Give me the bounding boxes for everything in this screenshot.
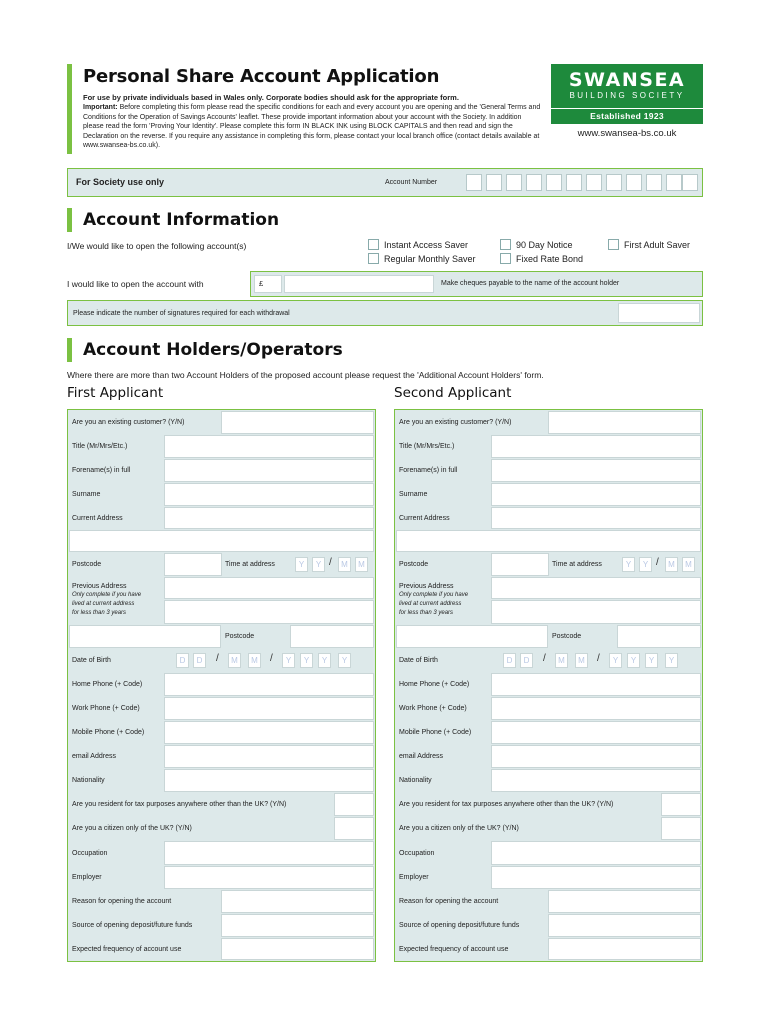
forename-input[interactable] xyxy=(164,459,374,482)
frequency-label: Expected frequency of account use xyxy=(399,946,509,953)
previous-address-input-3[interactable] xyxy=(69,625,221,648)
nationality-input[interactable] xyxy=(164,769,374,792)
forename-input[interactable] xyxy=(491,459,701,482)
society-use-label: For Society use only xyxy=(76,177,165,187)
first-applicant-heading: First Applicant xyxy=(67,385,164,401)
previous-address-note: Only complete if you have xyxy=(399,592,469,598)
reason-label: Reason for opening the account xyxy=(72,898,172,905)
title-label: Title (Mr/Mrs/Etc.) xyxy=(72,443,128,450)
website-link[interactable]: www.swansea-bs.co.uk xyxy=(577,128,677,139)
home-phone-input[interactable] xyxy=(491,673,701,696)
page-title: Personal Share Account Application xyxy=(83,66,440,87)
existing-label: Are you an existing customer? (Y/N) xyxy=(399,419,512,426)
nationality-label: Nationality xyxy=(72,777,105,784)
mobile-phone-input[interactable] xyxy=(164,721,374,744)
holders-note: Where there are more than two Account Holders of the proposed account please request the 'Additional Account Holders' form. xyxy=(67,370,544,380)
holders-title: Account Holders/Operators xyxy=(83,340,343,360)
years-digit[interactable]: Y xyxy=(639,557,652,572)
employer-input[interactable] xyxy=(491,866,701,889)
occupation-input[interactable] xyxy=(164,841,374,865)
occupation-label: Occupation xyxy=(399,850,435,857)
reason-input[interactable] xyxy=(548,890,701,913)
dob-day-digit[interactable]: D xyxy=(193,653,206,668)
nationality-input[interactable] xyxy=(491,769,701,792)
previous-address-input-3[interactable] xyxy=(396,625,548,648)
surname-input[interactable] xyxy=(164,483,374,506)
postcode-input[interactable] xyxy=(164,553,222,576)
citizen-input[interactable] xyxy=(661,817,701,840)
title-input[interactable] xyxy=(164,435,374,458)
account-number-digit[interactable] xyxy=(666,174,682,191)
source-input[interactable] xyxy=(548,914,701,937)
account-number-digit[interactable] xyxy=(466,174,482,191)
citizen-label: Are you a citizen only of the UK? (Y/N) xyxy=(399,825,519,832)
current-address-input[interactable] xyxy=(164,507,374,529)
ninety-day-label: 90 Day Notice xyxy=(516,240,573,250)
work-phone-input[interactable] xyxy=(164,697,374,720)
previous-address-label: Previous Address xyxy=(399,583,454,590)
previous-address-label: Previous Address xyxy=(72,583,127,590)
account-number-digit[interactable] xyxy=(546,174,562,191)
previous-address-input-2[interactable] xyxy=(164,600,374,624)
time-separator: / xyxy=(329,557,332,568)
previous-address-input[interactable] xyxy=(164,577,374,599)
time-at-address-label: Time at address xyxy=(552,561,602,568)
logo-established: Established 1923 xyxy=(551,108,703,124)
months-digit[interactable]: M xyxy=(338,557,351,572)
email-label: email Address xyxy=(72,753,116,760)
dob-year-digit[interactable]: Y xyxy=(300,653,313,668)
dob-separator: / xyxy=(270,653,273,664)
intro-subtitle: For use by private individuals based in Wales only. Corporate bodies should ask for the appropriate form. xyxy=(83,93,459,102)
first-applicant-form xyxy=(67,409,376,962)
employer-label: Employer xyxy=(399,874,429,881)
account-number-digit[interactable] xyxy=(486,174,502,191)
swansea-logo xyxy=(551,64,703,124)
prev-postcode-input[interactable] xyxy=(290,625,374,648)
months-digit[interactable]: M xyxy=(355,557,368,572)
existing-input[interactable] xyxy=(221,411,374,434)
society-use-box xyxy=(67,168,703,197)
title-input[interactable] xyxy=(491,435,701,458)
regular-monthly-label: Regular Monthly Saver xyxy=(384,254,476,264)
account-number-digit[interactable] xyxy=(566,174,582,191)
account-number-digit[interactable] xyxy=(682,174,698,191)
forename-label: Forename(s) in full xyxy=(399,467,458,474)
dob-label: Date of Birth xyxy=(399,657,438,664)
prev-postcode-input[interactable] xyxy=(617,625,701,648)
email-label: email Address xyxy=(399,753,443,760)
account-info-title: Account Information xyxy=(83,210,280,230)
frequency-input[interactable] xyxy=(548,938,701,960)
current-address-input-2[interactable] xyxy=(69,530,374,552)
previous-address-note: Only complete if you have xyxy=(72,592,142,598)
existing-label: Are you an existing customer? (Y/N) xyxy=(72,419,185,426)
important-label: Important: xyxy=(83,104,118,112)
postcode-label: Postcode xyxy=(399,561,429,568)
first-adult-label: First Adult Saver xyxy=(624,240,691,250)
cheques-label: Make cheques payable to the name of the account holder xyxy=(441,280,620,287)
current-address-label: Current Address xyxy=(399,515,450,522)
dob-day-digit[interactable]: D xyxy=(520,653,533,668)
email-input[interactable] xyxy=(491,745,701,768)
dob-year-digit[interactable]: Y xyxy=(318,653,331,668)
account-prompt: I/We would like to open the following account(s) xyxy=(67,241,247,251)
source-label: Source of opening deposit/future funds xyxy=(399,922,520,929)
years-digit[interactable]: Y xyxy=(622,557,635,572)
work-phone-label: Work Phone (+ Code) xyxy=(72,705,140,712)
currency-symbol: £ xyxy=(259,279,264,288)
logo-subname: BUILDING SOCIETY xyxy=(569,91,685,100)
dob-month-digit[interactable]: M xyxy=(555,653,568,668)
dob-month-digit[interactable]: M xyxy=(248,653,261,668)
fixed-rate-label: Fixed Rate Bond xyxy=(516,254,584,264)
previous-address-note: for less than 3 years xyxy=(399,610,454,616)
previous-address-note: for less than 3 years xyxy=(72,610,127,616)
citizen-label: Are you a citizen only of the UK? (Y/N) xyxy=(72,825,192,832)
tax-resident-label: Are you resident for tax purposes anywhere other than the UK? (Y/N) xyxy=(72,801,287,808)
reason-label: Reason for opening the account xyxy=(399,898,499,905)
months-digit[interactable]: M xyxy=(682,557,695,572)
account-number-digit[interactable] xyxy=(606,174,622,191)
important-text: Before completing this form please read the specific conditions for each and every account you are opening and the 'General Terms and Conditions for the Operation of Savings Accounts' leaflet. These provide important information about your account with the Society. In addition please read the form 'Proving Your Identity'. Please complete this form IN BLACK INK using BLOCK CAPITALS and then read and sign the Declaration on the reverse. If you require any assistance in completing this form, please contact your local branch office (contact details available at www.swansea-bs.co.uk). xyxy=(83,104,541,150)
signatures-input[interactable] xyxy=(618,303,700,323)
years-digit[interactable]: Y xyxy=(295,557,308,572)
dob-month-digit[interactable]: M xyxy=(228,653,241,668)
citizen-input[interactable] xyxy=(334,817,374,840)
source-input[interactable] xyxy=(221,914,374,937)
previous-address-input[interactable] xyxy=(491,577,701,599)
postcode-input[interactable] xyxy=(491,553,549,576)
fixed-rate-checkbox[interactable] xyxy=(500,253,511,264)
tax-resident-input[interactable] xyxy=(661,793,701,816)
months-digit[interactable]: M xyxy=(665,557,678,572)
occupation-label: Occupation xyxy=(72,850,108,857)
open-with-label: I would like to open the account with xyxy=(67,279,204,289)
frequency-input[interactable] xyxy=(221,938,374,960)
account-number-digit[interactable] xyxy=(526,174,542,191)
source-label: Source of opening deposit/future funds xyxy=(72,922,193,929)
surname-label: Surname xyxy=(399,491,428,498)
time-separator: / xyxy=(656,557,659,568)
previous-address-note: lived at current address xyxy=(399,601,462,607)
dob-year-digit[interactable]: Y xyxy=(609,653,622,668)
mobile-phone-label: Mobile Phone (+ Code) xyxy=(399,729,472,736)
dob-year-digit[interactable]: Y xyxy=(338,653,351,668)
forename-label: Forename(s) in full xyxy=(72,467,131,474)
dob-month-digit[interactable]: M xyxy=(575,653,588,668)
work-phone-input[interactable] xyxy=(491,697,701,720)
current-address-label: Current Address xyxy=(72,515,123,522)
account-number-digit[interactable] xyxy=(586,174,602,191)
nationality-label: Nationality xyxy=(399,777,432,784)
currency-cell xyxy=(254,275,282,293)
surname-label: Surname xyxy=(72,491,101,498)
existing-input[interactable] xyxy=(548,411,701,434)
work-phone-label: Work Phone (+ Code) xyxy=(399,705,467,712)
home-phone-label: Home Phone (+ Code) xyxy=(72,681,143,688)
dob-separator: / xyxy=(216,653,219,664)
email-input[interactable] xyxy=(164,745,374,768)
first-adult-checkbox[interactable] xyxy=(608,239,619,250)
tax-resident-label: Are you resident for tax purposes anywhere other than the UK? (Y/N) xyxy=(399,801,614,808)
dob-day-digit[interactable]: D xyxy=(176,653,189,668)
account-number-digit[interactable] xyxy=(626,174,642,191)
tax-resident-input[interactable] xyxy=(334,793,374,816)
current-address-input-2[interactable] xyxy=(396,530,701,552)
signatures-row xyxy=(67,300,703,326)
current-address-input[interactable] xyxy=(491,507,701,529)
postcode-label: Postcode xyxy=(72,561,102,568)
header-accent-bar xyxy=(67,64,72,154)
dob-separator: / xyxy=(543,653,546,664)
frequency-label: Expected frequency of account use xyxy=(72,946,182,953)
section-accent-bar xyxy=(67,208,72,232)
home-phone-input[interactable] xyxy=(164,673,374,696)
account-number-label: Account Number xyxy=(385,179,438,186)
amount-row xyxy=(250,271,703,297)
signatures-label: Please indicate the number of signatures required for each withdrawal xyxy=(73,310,290,317)
employer-input[interactable] xyxy=(164,866,374,889)
home-phone-label: Home Phone (+ Code) xyxy=(399,681,470,688)
section-accent-bar xyxy=(67,338,72,362)
time-at-address-label: Time at address xyxy=(225,561,275,568)
amount-input[interactable] xyxy=(284,275,434,293)
intro-text xyxy=(83,93,543,150)
account-number-digit[interactable] xyxy=(646,174,662,191)
instant-access-checkbox[interactable] xyxy=(368,239,379,250)
logo-name: SWANSEA xyxy=(568,69,686,91)
dob-year-digit[interactable]: Y xyxy=(665,653,678,668)
title-label: Title (Mr/Mrs/Etc.) xyxy=(399,443,455,450)
account-number-digit[interactable] xyxy=(506,174,522,191)
dob-label: Date of Birth xyxy=(72,657,111,664)
dob-year-digit[interactable]: Y xyxy=(645,653,658,668)
mobile-phone-input[interactable] xyxy=(491,721,701,744)
second-applicant-form xyxy=(394,409,703,962)
ninety-day-checkbox[interactable] xyxy=(500,239,511,250)
second-applicant-heading: Second Applicant xyxy=(394,385,512,401)
dob-year-digit[interactable]: Y xyxy=(627,653,640,668)
mobile-phone-label: Mobile Phone (+ Code) xyxy=(72,729,145,736)
employer-label: Employer xyxy=(72,874,102,881)
years-digit[interactable]: Y xyxy=(312,557,325,572)
regular-monthly-checkbox[interactable] xyxy=(368,253,379,264)
dob-separator: / xyxy=(597,653,600,664)
previous-address-input-2[interactable] xyxy=(491,600,701,624)
previous-address-note: lived at current address xyxy=(72,601,135,607)
reason-input[interactable] xyxy=(221,890,374,913)
dob-year-digit[interactable]: Y xyxy=(282,653,295,668)
prev-postcode-label: Postcode xyxy=(552,633,582,640)
dob-day-digit[interactable]: D xyxy=(503,653,516,668)
occupation-input[interactable] xyxy=(491,841,701,865)
prev-postcode-label: Postcode xyxy=(225,633,255,640)
surname-input[interactable] xyxy=(491,483,701,506)
instant-access-label: Instant Access Saver xyxy=(384,240,469,250)
